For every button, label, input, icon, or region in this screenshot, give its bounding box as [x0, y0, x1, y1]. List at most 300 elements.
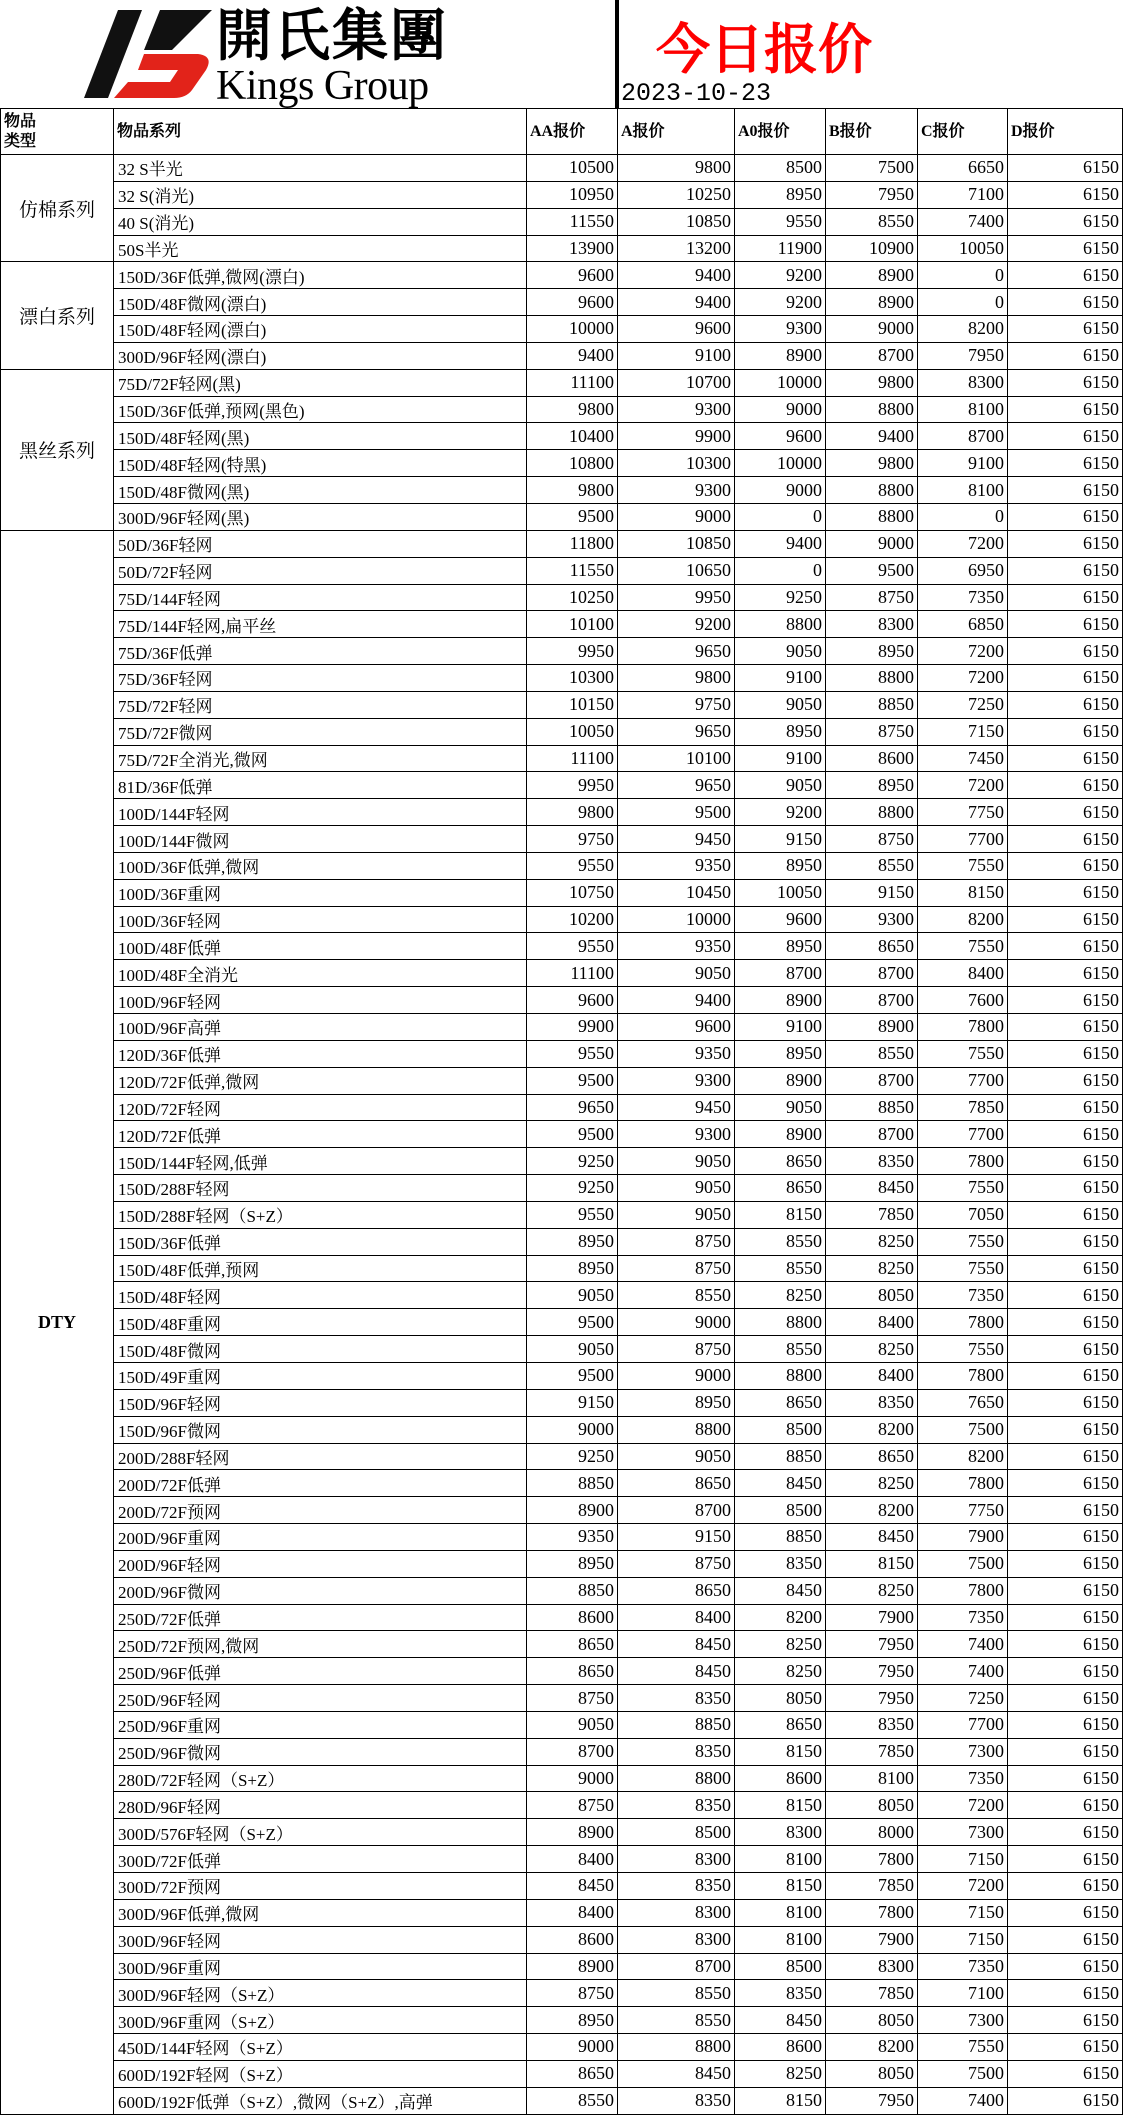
price-a0-cell: 8600 [735, 1766, 826, 1793]
price-b-cell: 8950 [826, 772, 918, 799]
price-a0-cell: 8900 [735, 1068, 826, 1095]
price-a-cell: 9900 [618, 423, 735, 450]
price-aa-cell: 9050 [527, 1336, 618, 1363]
item-series-cell: 600D/192F轻网（S+Z） [114, 2061, 527, 2088]
price-aa-cell: 9400 [527, 343, 618, 370]
item-series-cell: 250D/96F微网 [114, 1739, 527, 1766]
price-a0-cell: 8900 [735, 1121, 826, 1148]
price-b-cell: 7950 [826, 1685, 918, 1712]
price-d-cell: 6150 [1008, 746, 1123, 773]
price-a0-cell: 9200 [735, 799, 826, 826]
price-a-cell: 9150 [618, 1524, 735, 1551]
price-c-cell: 7800 [918, 1014, 1008, 1041]
price-d-cell: 6150 [1008, 558, 1123, 585]
item-series-cell: 81D/36F低弹 [114, 772, 527, 799]
item-series-cell: 150D/48F轻网(漂白) [114, 316, 527, 343]
price-aa-cell: 10200 [527, 907, 618, 934]
price-a0-cell: 8850 [735, 1444, 826, 1471]
price-d-cell: 6150 [1008, 1766, 1123, 1793]
price-d-cell: 6150 [1008, 933, 1123, 960]
price-c-cell: 7550 [918, 2034, 1008, 2061]
price-d-cell: 6150 [1008, 370, 1123, 397]
price-d-cell: 6150 [1008, 1336, 1123, 1363]
price-aa-cell: 10500 [527, 155, 618, 182]
price-c-cell: 8700 [918, 423, 1008, 450]
item-series-cell: 280D/72F轻网（S+Z） [114, 1766, 527, 1793]
price-d-cell: 6150 [1008, 2034, 1123, 2061]
price-a-cell: 9600 [618, 1014, 735, 1041]
price-a0-cell: 8250 [735, 1631, 826, 1658]
price-b-cell: 8550 [826, 209, 918, 236]
price-a-cell: 8350 [618, 1685, 735, 1712]
price-b-cell: 8450 [826, 1524, 918, 1551]
item-series-cell: 75D/72F轻网(黑) [114, 370, 527, 397]
item-series-cell: 100D/96F轻网 [114, 987, 527, 1014]
price-c-cell: 8200 [918, 907, 1008, 934]
item-type-cell: 漂白系列 [0, 262, 114, 369]
item-series-cell: 300D/96F轻网（S+Z） [114, 1980, 527, 2007]
price-b-cell: 8800 [826, 477, 918, 504]
price-b-cell: 8850 [826, 692, 918, 719]
price-a0-cell: 10050 [735, 880, 826, 907]
price-d-cell: 6150 [1008, 1605, 1123, 1632]
price-a0-cell: 8450 [735, 1578, 826, 1605]
price-b-cell: 7800 [826, 1846, 918, 1873]
price-c-cell: 0 [918, 289, 1008, 316]
price-a0-cell: 8900 [735, 343, 826, 370]
price-a0-cell: 8150 [735, 1792, 826, 1819]
price-a0-cell: 8250 [735, 1658, 826, 1685]
price-b-cell: 8900 [826, 289, 918, 316]
price-a-cell: 9300 [618, 1121, 735, 1148]
header-divider [615, 0, 619, 108]
price-a0-cell: 8150 [735, 1202, 826, 1229]
item-series-cell: 75D/72F轻网 [114, 692, 527, 719]
price-aa-cell: 9500 [527, 1121, 618, 1148]
price-d-cell: 6150 [1008, 665, 1123, 692]
price-d-cell: 6150 [1008, 1819, 1123, 1846]
item-series-cell: 120D/36F低弹 [114, 1041, 527, 1068]
price-b-cell: 8700 [826, 1068, 918, 1095]
price-d-cell: 6150 [1008, 2007, 1123, 2034]
item-series-cell: 150D/48F微网 [114, 1336, 527, 1363]
price-d-cell: 6150 [1008, 2088, 1123, 2115]
price-b-cell: 7850 [826, 1980, 918, 2007]
price-c-cell: 7200 [918, 665, 1008, 692]
price-d-cell: 6150 [1008, 262, 1123, 289]
price-aa-cell: 9550 [527, 933, 618, 960]
price-aa-cell: 8700 [527, 1739, 618, 1766]
item-series-cell: 200D/72F低弹 [114, 1470, 527, 1497]
price-aa-cell: 9750 [527, 826, 618, 853]
price-a0-cell: 9550 [735, 209, 826, 236]
price-c-cell: 7300 [918, 1819, 1008, 1846]
item-series-cell: 300D/96F重网 [114, 1954, 527, 1981]
price-a-cell: 8550 [618, 2007, 735, 2034]
price-a0-cell: 8300 [735, 1819, 826, 1846]
price-a-cell: 9650 [618, 638, 735, 665]
price-a-cell: 8950 [618, 1390, 735, 1417]
item-series-cell: 100D/48F全消光 [114, 960, 527, 987]
price-c-cell: 7350 [918, 1605, 1008, 1632]
price-a0-cell: 8550 [735, 1336, 826, 1363]
price-a0-cell: 8100 [735, 1900, 826, 1927]
price-a0-cell: 8150 [735, 1739, 826, 1766]
price-a0-cell: 9600 [735, 907, 826, 934]
price-d-cell: 6150 [1008, 531, 1123, 558]
price-c-cell: 7800 [918, 1148, 1008, 1175]
price-a-cell: 8800 [618, 2034, 735, 2061]
price-a-cell: 9000 [618, 504, 735, 531]
price-a-cell: 8300 [618, 1900, 735, 1927]
price-a-cell: 9400 [618, 289, 735, 316]
price-b-cell: 7850 [826, 1739, 918, 1766]
price-a0-cell: 8800 [735, 611, 826, 638]
price-a-cell: 9800 [618, 665, 735, 692]
item-series-cell: 200D/288F轻网 [114, 1444, 527, 1471]
price-a-cell: 9800 [618, 155, 735, 182]
price-b-cell: 8800 [826, 504, 918, 531]
price-aa-cell: 10750 [527, 880, 618, 907]
price-b-cell: 8900 [826, 262, 918, 289]
price-a-cell: 8800 [618, 1766, 735, 1793]
price-a-cell: 10450 [618, 880, 735, 907]
price-a0-cell: 9100 [735, 746, 826, 773]
price-aa-cell: 9800 [527, 477, 618, 504]
price-aa-cell: 8650 [527, 1658, 618, 1685]
price-d-cell: 6150 [1008, 1202, 1123, 1229]
price-b-cell: 8850 [826, 1095, 918, 1122]
price-b-cell: 8750 [826, 719, 918, 746]
price-aa-cell: 9250 [527, 1175, 618, 1202]
price-d-cell: 6150 [1008, 1470, 1123, 1497]
price-c-cell: 7250 [918, 1685, 1008, 1712]
item-series-cell: 250D/96F轻网 [114, 1685, 527, 1712]
price-d-cell: 6150 [1008, 1685, 1123, 1712]
item-series-cell: 32 S半光 [114, 155, 527, 182]
price-c-cell: 7600 [918, 987, 1008, 1014]
price-c-cell: 7550 [918, 853, 1008, 880]
price-a0-cell: 8450 [735, 2007, 826, 2034]
price-b-cell: 7950 [826, 2088, 918, 2115]
price-c-cell: 7500 [918, 2061, 1008, 2088]
price-aa-cell: 8650 [527, 2061, 618, 2088]
price-aa-cell: 9050 [527, 1712, 618, 1739]
item-series-cell: 100D/36F轻网 [114, 907, 527, 934]
price-d-cell: 6150 [1008, 477, 1123, 504]
price-c-cell: 8200 [918, 316, 1008, 343]
price-b-cell: 7850 [826, 1202, 918, 1229]
price-d-cell: 6150 [1008, 853, 1123, 880]
item-series-cell: 120D/72F轻网 [114, 1095, 527, 1122]
price-aa-cell: 8600 [527, 1927, 618, 1954]
price-a-cell: 8450 [618, 1631, 735, 1658]
price-a-cell: 10700 [618, 370, 735, 397]
item-series-cell: 150D/288F轻网（S+Z） [114, 1202, 527, 1229]
price-a-cell: 8750 [618, 1336, 735, 1363]
price-c-cell: 8100 [918, 397, 1008, 424]
price-a-cell: 8450 [618, 2061, 735, 2088]
item-series-cell: 100D/36F低弹,微网 [114, 853, 527, 880]
price-a0-cell: 9200 [735, 262, 826, 289]
price-b-cell: 9800 [826, 450, 918, 477]
price-aa-cell: 8750 [527, 1980, 618, 2007]
item-series-cell: 50D/36F轻网 [114, 531, 527, 558]
item-series-cell: 300D/576F轻网（S+Z） [114, 1819, 527, 1846]
price-b-cell: 8800 [826, 397, 918, 424]
price-b-cell: 9500 [826, 558, 918, 585]
price-a0-cell: 9100 [735, 665, 826, 692]
price-a-cell: 9300 [618, 397, 735, 424]
price-d-cell: 6150 [1008, 343, 1123, 370]
price-aa-cell: 10250 [527, 585, 618, 612]
item-series-cell: 300D/72F低弹 [114, 1846, 527, 1873]
price-aa-cell: 11100 [527, 370, 618, 397]
column-header-aa-price: AA报价 [527, 108, 618, 155]
price-a-cell: 9050 [618, 960, 735, 987]
price-a0-cell: 8150 [735, 1873, 826, 1900]
column-header-type: 物品 类型 [0, 108, 114, 155]
price-a-cell: 10850 [618, 531, 735, 558]
price-a-cell: 8300 [618, 1846, 735, 1873]
price-b-cell: 9000 [826, 531, 918, 558]
price-d-cell: 6150 [1008, 638, 1123, 665]
item-series-cell: 100D/144F轻网 [114, 799, 527, 826]
price-c-cell: 7900 [918, 1524, 1008, 1551]
price-a-cell: 8800 [618, 1417, 735, 1444]
price-a-cell: 9350 [618, 853, 735, 880]
price-aa-cell: 11550 [527, 558, 618, 585]
price-a0-cell: 8500 [735, 1417, 826, 1444]
price-c-cell: 8150 [918, 880, 1008, 907]
price-a-cell: 8750 [618, 1551, 735, 1578]
item-series-cell: 120D/72F低弹,微网 [114, 1068, 527, 1095]
price-c-cell: 7750 [918, 1497, 1008, 1524]
price-c-cell: 7200 [918, 1873, 1008, 1900]
price-b-cell: 7900 [826, 1605, 918, 1632]
price-d-cell: 6150 [1008, 504, 1123, 531]
price-c-cell: 0 [918, 262, 1008, 289]
price-c-cell: 7450 [918, 746, 1008, 773]
item-series-cell: 75D/144F轻网 [114, 585, 527, 612]
price-aa-cell: 9500 [527, 1309, 618, 1336]
price-d-cell: 6150 [1008, 1578, 1123, 1605]
price-b-cell: 8350 [826, 1712, 918, 1739]
price-aa-cell: 8950 [527, 1256, 618, 1283]
price-c-cell: 7500 [918, 1551, 1008, 1578]
price-d-cell: 6150 [1008, 1739, 1123, 1766]
item-series-cell: 75D/72F微网 [114, 719, 527, 746]
price-b-cell: 8250 [826, 1256, 918, 1283]
price-c-cell: 7550 [918, 1336, 1008, 1363]
price-d-cell: 6150 [1008, 2061, 1123, 2088]
price-a0-cell: 9200 [735, 289, 826, 316]
price-a-cell: 10100 [618, 746, 735, 773]
price-a0-cell: 9050 [735, 692, 826, 719]
price-b-cell: 8050 [826, 2007, 918, 2034]
price-b-cell: 8700 [826, 987, 918, 1014]
price-b-cell: 8200 [826, 1417, 918, 1444]
price-d-cell: 6150 [1008, 1497, 1123, 1524]
item-series-cell: 100D/36F重网 [114, 880, 527, 907]
price-a0-cell: 9000 [735, 477, 826, 504]
price-c-cell: 8400 [918, 960, 1008, 987]
item-series-cell: 75D/144F轻网,扁平丝 [114, 611, 527, 638]
price-a0-cell: 8950 [735, 719, 826, 746]
item-series-cell: 100D/144F微网 [114, 826, 527, 853]
price-d-cell: 6150 [1008, 1873, 1123, 1900]
item-series-cell: 150D/48F低弹,预网 [114, 1256, 527, 1283]
price-a0-cell: 8800 [735, 1309, 826, 1336]
item-series-cell: 600D/192F低弹（S+Z）,微网（S+Z）,高弹 [114, 2088, 527, 2115]
price-d-cell: 6150 [1008, 1631, 1123, 1658]
price-c-cell: 7750 [918, 799, 1008, 826]
price-c-cell: 7200 [918, 531, 1008, 558]
quote-date: 2023-10-23 [621, 79, 772, 108]
price-a-cell: 8350 [618, 1739, 735, 1766]
item-series-cell: 250D/72F低弹 [114, 1605, 527, 1632]
price-b-cell: 8350 [826, 1148, 918, 1175]
page-header [0, 0, 1123, 108]
item-series-cell: 250D/72F预网,微网 [114, 1631, 527, 1658]
emblem-black-wedge [144, 10, 212, 50]
price-a-cell: 9350 [618, 933, 735, 960]
item-series-cell: 150D/36F低弹 [114, 1229, 527, 1256]
price-a-cell: 9000 [618, 1363, 735, 1390]
price-a0-cell: 8250 [735, 1282, 826, 1309]
price-b-cell: 8400 [826, 1309, 918, 1336]
price-d-cell: 6150 [1008, 880, 1123, 907]
price-c-cell: 7300 [918, 2007, 1008, 2034]
price-a-cell: 9400 [618, 262, 735, 289]
item-type-cell: 黑丝系列 [0, 370, 114, 531]
price-a0-cell: 9000 [735, 397, 826, 424]
price-c-cell: 7250 [918, 692, 1008, 719]
price-aa-cell: 9550 [527, 853, 618, 880]
price-a0-cell: 8100 [735, 1927, 826, 1954]
item-series-cell: 100D/48F低弹 [114, 933, 527, 960]
price-c-cell: 7550 [918, 1229, 1008, 1256]
price-d-cell: 6150 [1008, 450, 1123, 477]
price-a0-cell: 8350 [735, 1980, 826, 2007]
price-a-cell: 13200 [618, 236, 735, 263]
column-header-a0-price: A0报价 [735, 108, 826, 155]
item-series-cell: 250D/96F低弹 [114, 1658, 527, 1685]
price-a-cell: 9050 [618, 1148, 735, 1175]
price-d-cell: 6150 [1008, 316, 1123, 343]
item-series-cell: 150D/36F低弹,预网(黑色) [114, 397, 527, 424]
price-a0-cell: 8850 [735, 1524, 826, 1551]
price-d-cell: 6150 [1008, 1282, 1123, 1309]
price-c-cell: 7700 [918, 1712, 1008, 1739]
price-d-cell: 6150 [1008, 1980, 1123, 2007]
column-header-c-price: C报价 [918, 108, 1008, 155]
price-a-cell: 9400 [618, 987, 735, 1014]
price-d-cell: 6150 [1008, 1229, 1123, 1256]
price-a0-cell: 9300 [735, 316, 826, 343]
column-header-series: 物品系列 [114, 108, 527, 155]
price-d-cell: 6150 [1008, 1712, 1123, 1739]
price-aa-cell: 11800 [527, 531, 618, 558]
price-a-cell: 9450 [618, 1095, 735, 1122]
price-aa-cell: 9550 [527, 1041, 618, 1068]
price-b-cell: 8300 [826, 611, 918, 638]
price-aa-cell: 9600 [527, 262, 618, 289]
price-c-cell: 7400 [918, 2088, 1008, 2115]
price-a0-cell: 0 [735, 558, 826, 585]
price-aa-cell: 8400 [527, 1900, 618, 1927]
price-a0-cell: 8950 [735, 933, 826, 960]
price-a-cell: 9300 [618, 477, 735, 504]
price-c-cell: 7800 [918, 1470, 1008, 1497]
price-a-cell: 9450 [618, 826, 735, 853]
price-a-cell: 8550 [618, 1980, 735, 2007]
item-series-cell: 32 S(消光) [114, 182, 527, 209]
price-c-cell: 7650 [918, 1390, 1008, 1417]
price-c-cell: 8200 [918, 1444, 1008, 1471]
price-b-cell: 9150 [826, 880, 918, 907]
price-b-cell: 8800 [826, 665, 918, 692]
price-aa-cell: 8950 [527, 1229, 618, 1256]
price-b-cell: 8250 [826, 1578, 918, 1605]
price-aa-cell: 9800 [527, 397, 618, 424]
price-c-cell: 7150 [918, 1927, 1008, 1954]
price-a-cell: 8650 [618, 1578, 735, 1605]
price-b-cell: 8800 [826, 799, 918, 826]
price-aa-cell: 9050 [527, 1282, 618, 1309]
price-table [0, 108, 1123, 2115]
price-d-cell: 6150 [1008, 1014, 1123, 1041]
price-b-cell: 8250 [826, 1229, 918, 1256]
price-a0-cell: 9250 [735, 585, 826, 612]
price-a-cell: 8350 [618, 1873, 735, 1900]
price-a0-cell: 11900 [735, 236, 826, 263]
price-d-cell: 6150 [1008, 772, 1123, 799]
price-a-cell: 8650 [618, 1470, 735, 1497]
price-b-cell: 8750 [826, 585, 918, 612]
price-d-cell: 6150 [1008, 1658, 1123, 1685]
price-d-cell: 6150 [1008, 1954, 1123, 1981]
price-a0-cell: 8250 [735, 2061, 826, 2088]
price-aa-cell: 9150 [527, 1390, 618, 1417]
price-aa-cell: 8550 [527, 2088, 618, 2115]
price-aa-cell: 9250 [527, 1148, 618, 1175]
price-a0-cell: 8700 [735, 960, 826, 987]
price-d-cell: 6150 [1008, 1390, 1123, 1417]
price-aa-cell: 11100 [527, 746, 618, 773]
price-b-cell: 8700 [826, 1121, 918, 1148]
price-aa-cell: 8900 [527, 1954, 618, 1981]
price-d-cell: 6150 [1008, 826, 1123, 853]
price-aa-cell: 8950 [527, 2007, 618, 2034]
price-c-cell: 7100 [918, 1980, 1008, 2007]
price-aa-cell: 9650 [527, 1095, 618, 1122]
price-c-cell: 7300 [918, 1739, 1008, 1766]
item-series-cell: 120D/72F低弹 [114, 1121, 527, 1148]
price-aa-cell: 9800 [527, 799, 618, 826]
price-a-cell: 8350 [618, 2088, 735, 2115]
price-c-cell: 7100 [918, 182, 1008, 209]
item-series-cell: 280D/96F轻网 [114, 1792, 527, 1819]
item-series-cell: 150D/288F轻网 [114, 1175, 527, 1202]
price-aa-cell: 8900 [527, 1819, 618, 1846]
price-a0-cell: 8500 [735, 1497, 826, 1524]
item-series-cell: 200D/96F重网 [114, 1524, 527, 1551]
price-b-cell: 9800 [826, 370, 918, 397]
price-d-cell: 6150 [1008, 1175, 1123, 1202]
column-header-b-price: B报价 [826, 108, 918, 155]
price-a-cell: 8450 [618, 1658, 735, 1685]
